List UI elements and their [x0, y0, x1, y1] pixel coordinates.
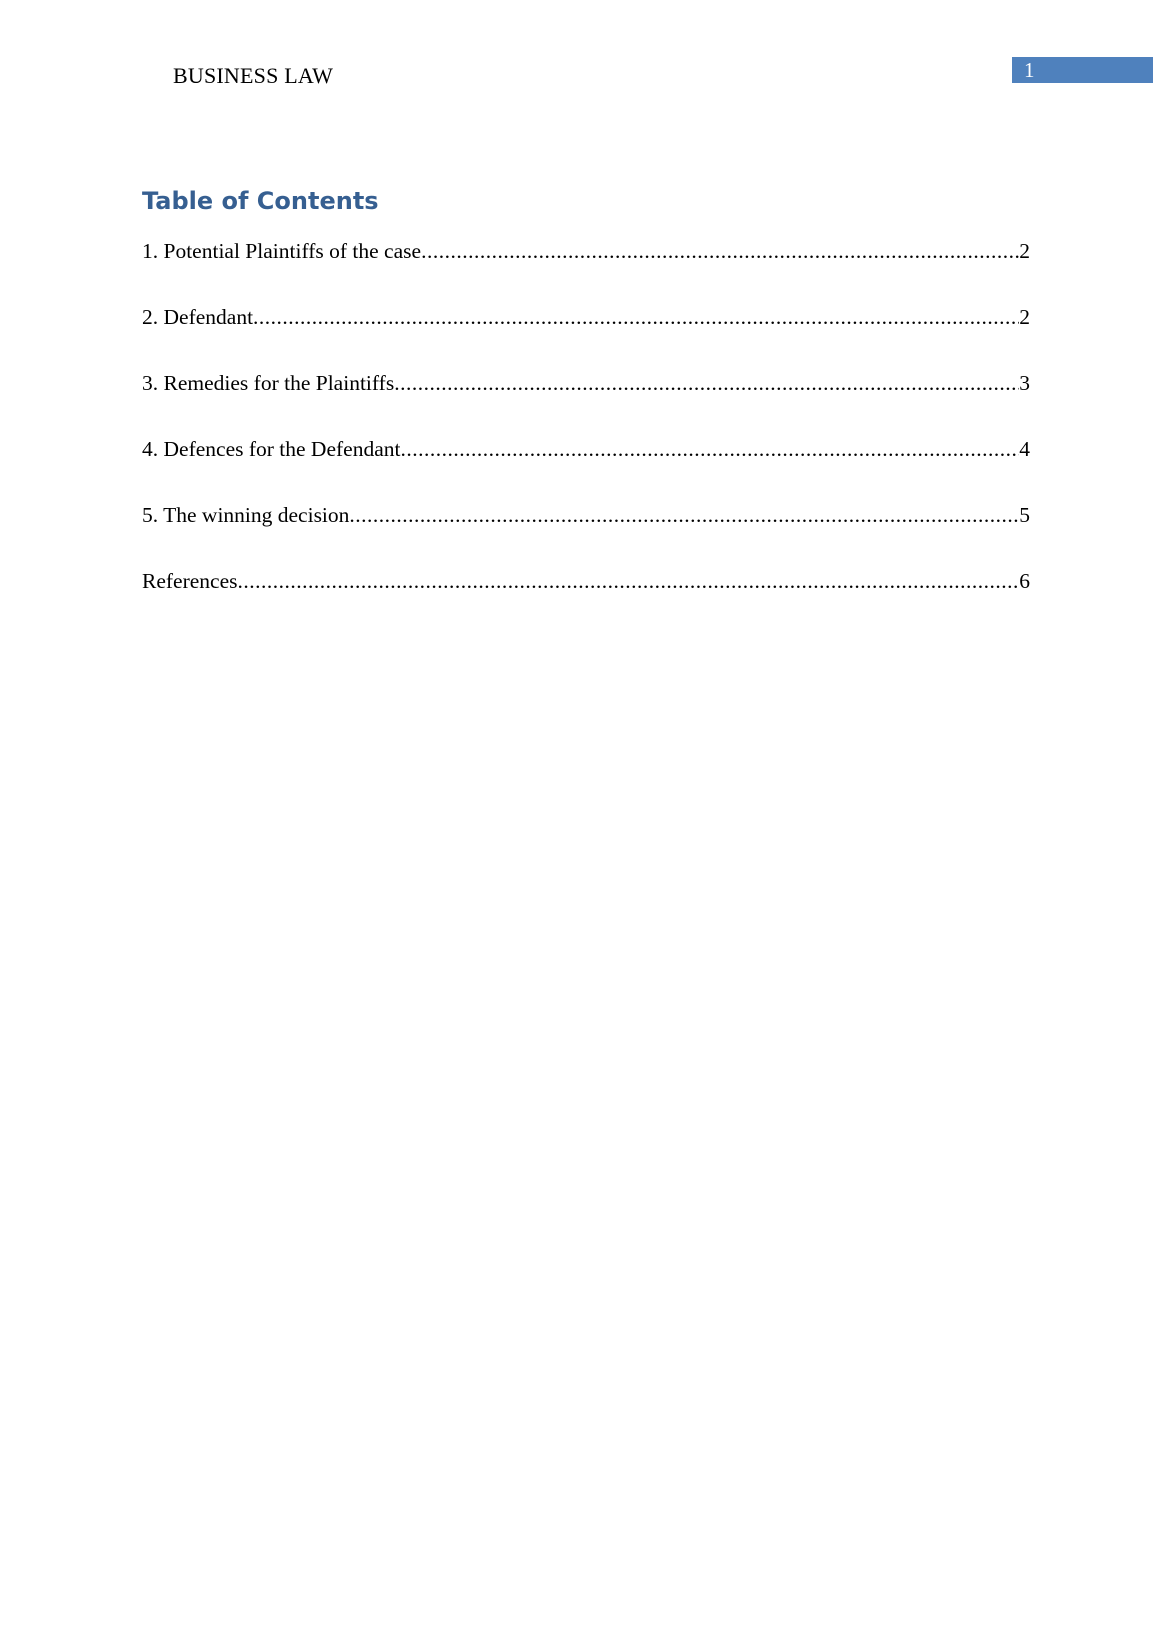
toc-entry-potential-plaintiffs[interactable]: [142, 237, 1030, 303]
toc-entry-label: 2. Defendant: [142, 305, 254, 329]
toc-entry-page-number: 5: [1019, 503, 1030, 527]
toc-entry-defences[interactable]: [142, 435, 1030, 501]
toc-heading: Table of Contents: [142, 187, 379, 215]
running-header-title: BUSINESS LAW: [173, 63, 334, 88]
toc-dot-leader: [394, 369, 1019, 397]
toc-entry-defendant[interactable]: [142, 303, 1030, 369]
table-of-contents: [142, 237, 1030, 633]
toc-entry-winning-decision[interactable]: [142, 501, 1030, 567]
toc-dot-leader: [421, 237, 1019, 265]
toc-entry-remedies[interactable]: [142, 369, 1030, 435]
toc-entry-label: 1. Potential Plaintiffs of the case: [142, 239, 422, 263]
toc-dot-leader: [349, 501, 1019, 529]
toc-entry-page-number: 2: [1019, 239, 1030, 263]
page-number-badge: [1012, 57, 1153, 83]
toc-entry-page-number: 3: [1019, 371, 1030, 395]
toc-dot-leader: [400, 435, 1019, 463]
toc-entry-label: References: [142, 569, 238, 593]
toc-entry-label: 3. Remedies for the Plaintiffs: [142, 371, 395, 395]
toc-entry-page-number: 2: [1019, 305, 1030, 329]
toc-dot-leader: [238, 567, 1020, 595]
toc-entry-page-number: 6: [1019, 569, 1030, 593]
toc-entry-page-number: 4: [1019, 437, 1030, 461]
toc-entry-label: 5. The winning decision: [142, 503, 350, 527]
toc-dot-leader: [253, 303, 1019, 331]
toc-entry-references[interactable]: [142, 567, 1030, 633]
toc-entry-label: 4. Defences for the Defendant: [142, 437, 401, 461]
page-number: 1: [1024, 58, 1035, 82]
